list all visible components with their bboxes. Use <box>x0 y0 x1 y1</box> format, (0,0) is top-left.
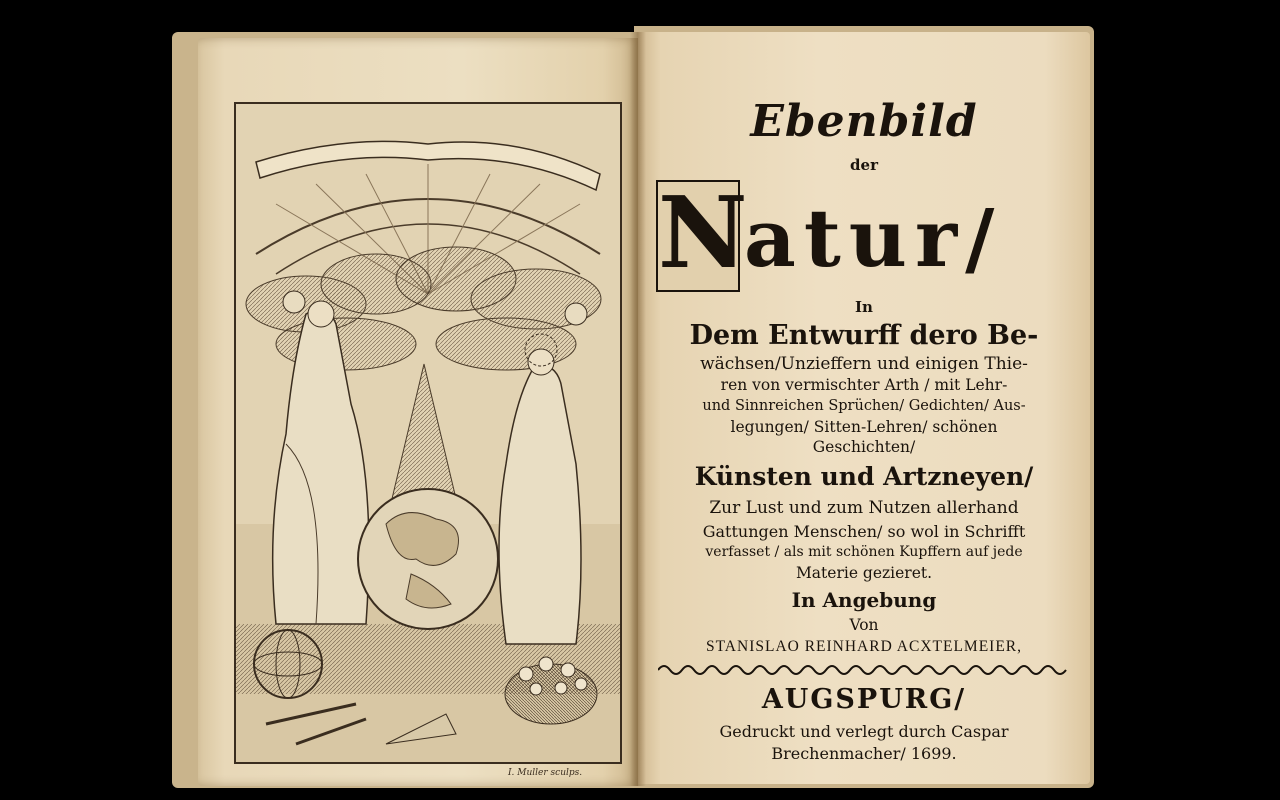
title-line-2: wächsen/Unzieffern und einigen Thie- <box>700 354 1028 374</box>
engraving-illustration <box>236 104 620 762</box>
title-page <box>638 32 1090 784</box>
publication-city: AUGSPURG/ <box>761 684 967 715</box>
engraver-signature: I. Muller sculps. <box>508 768 583 778</box>
title-in: In <box>855 298 873 316</box>
title-line-3: ren von vermischter Arth / mit Lehr- <box>720 376 1008 394</box>
author-name: STANISLAO REINHARD ACXTELMEIER, <box>705 638 1023 655</box>
frontispiece-engraving <box>234 102 622 764</box>
title-line-9: Gattungen Menschen/ so wol in Schrifft <box>702 522 1026 541</box>
printer-line-2: Brechenmacher/ 1699. <box>771 744 957 763</box>
book-title: Ebenbild <box>750 96 978 147</box>
title-line-1: Dem Entwurff dero Be- <box>689 320 1039 351</box>
title-line-5: legungen/ Sitten-Lehren/ schönen <box>730 418 998 436</box>
title-line-11: Materie gezieret. <box>795 564 933 582</box>
initial-letter: N <box>658 176 748 291</box>
title-line-10: verfasset / als mit schönen Kupffern auf jede <box>705 544 1023 560</box>
printer-line-1: Gedruckt und verlegt durch Caspar <box>719 722 1009 741</box>
title-natur: atur/ <box>744 191 1003 285</box>
title-line-13: Von <box>849 616 879 634</box>
title-line-7: Künsten und Artzneyen/ <box>694 462 1034 491</box>
title-line-12: In Angebung <box>791 588 937 612</box>
title-line-6: Geschichten/ <box>812 438 916 456</box>
title-line-4: und Sinnreichen Sprüchen/ Gedichten/ Aus- <box>702 398 1026 414</box>
title-line-8: Zur Lust und zum Nutzen allerhand <box>709 498 1019 518</box>
ornamental-rule <box>658 662 1070 678</box>
title-der: der <box>850 156 878 174</box>
decorated-initial <box>656 176 748 292</box>
open-book <box>168 22 1098 792</box>
